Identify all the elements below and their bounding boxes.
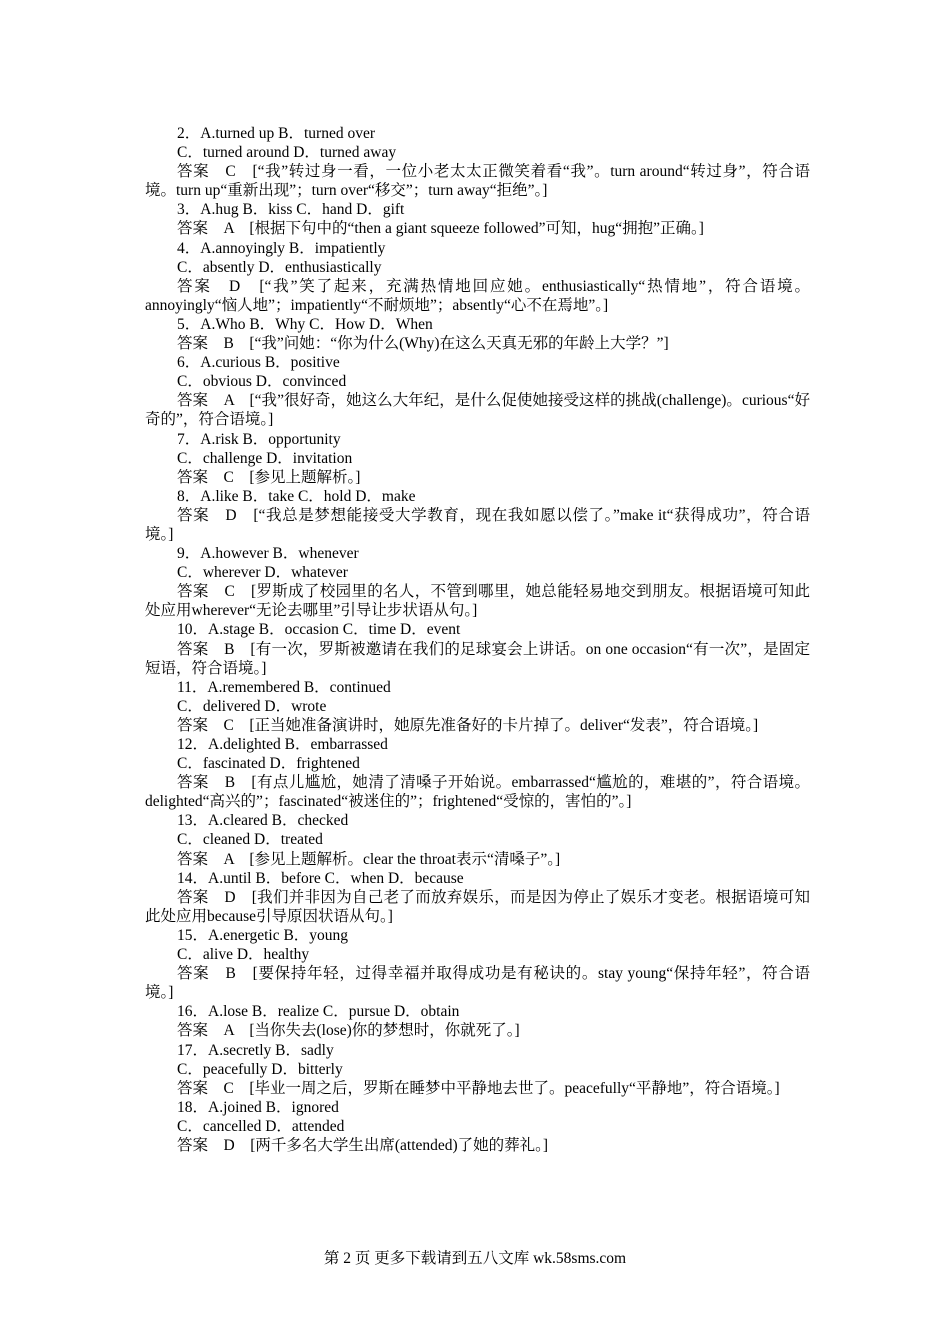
question-item (145, 487, 810, 544)
question-item (145, 735, 810, 811)
question-item (145, 315, 810, 353)
question-options-line: 8．A.like B．take C．hold D．make (177, 487, 416, 505)
question-options-line: 15．A.energetic B．young (177, 926, 349, 944)
question-item (145, 200, 810, 238)
question-options-continuation: C．obvious D．convinced (177, 373, 347, 391)
question-options-line: 13．A.cleared B．checked (177, 812, 349, 830)
answer-explanation: 答案 C [罗斯成了校园里的名人，不管到哪里，她总能轻易地交到朋友。根据语境可知此处应用wherever“无论去哪里”引导让步状语从句。] (145, 583, 810, 620)
question-options-line: 11．A.remembered B．continued (177, 678, 391, 696)
answer-explanation: 答案 B [“我”问她：“你为什么(Why)在这么天真无邪的年龄上大学？”] (177, 335, 669, 353)
answer-explanation: 答案 A [参见上题解析。clear the throat表示“清嗓子”。] (177, 850, 561, 868)
question-options-line: 5．A.Who B．Why C．How D．When (177, 315, 433, 333)
question-options-line: 10．A.stage B．occasion C．time D．event (177, 621, 461, 639)
question-options-line: 17．A.secretly B．sadly (177, 1041, 334, 1059)
question-options-line: 3．A.hug B．kiss C．hand D．gift (177, 201, 405, 219)
answer-explanation: 答案 C [“我”转过身一看，一位小老太太正微笑着看“我”。turn around“转过身”，符合语境。turn up“重新出现”；turn over“移交”；turn away“拒绝”。] (145, 163, 810, 200)
question-item (145, 1098, 810, 1155)
question-options-line: 6．A.curious B．positive (177, 354, 340, 372)
question-options-line: 4．A.annoyingly B．impatiently (177, 239, 386, 257)
question-item (145, 239, 810, 315)
question-options-continuation: C．fascinated D．frightened (177, 755, 360, 773)
document-body (145, 124, 810, 1155)
answer-explanation: 答案 D [“我”笑了起来，充满热情地回应她。enthusiastically“热情地”，符合语境。annoyingly“恼人地”；impatiently“不耐烦地”；absently“心不在焉地”。] (145, 277, 810, 314)
question-options-line: 14．A.until B．before C．when D．because (177, 869, 464, 887)
question-options-line: 2．A.turned up B．turned over (177, 125, 376, 142)
question-options-continuation: C．challenge D．invitation (177, 449, 353, 467)
question-item (145, 124, 810, 200)
question-options-continuation: C．alive D．healthy (177, 946, 310, 964)
question-item (145, 1002, 810, 1040)
question-options-continuation: C．cleaned D．treated (177, 831, 323, 849)
answer-explanation: 答案 B [有点儿尴尬，她清了清嗓子开始说。embarrassed“尴尬的，难堪的”，符合语境。delighted“高兴的”；fascinated“被迷住的”；frightened“受惊的，害怕的”。] (145, 774, 810, 811)
question-item (145, 926, 810, 1002)
question-options-line: 12．A.delighted B．embarrassed (177, 736, 388, 753)
question-options-continuation: C．wherever D．whatever (177, 564, 348, 582)
question-options-line: 7．A.risk B．opportunity (177, 430, 341, 448)
question-item (145, 811, 810, 868)
question-options-continuation: C．cancelled D．attended (177, 1117, 345, 1135)
question-options-continuation: C．delivered D．wrote (177, 697, 327, 715)
answer-explanation: 答案 A [“我”很好奇，她这么大年纪，是什么促使她接受这样的挑战(challenge)。curious“好奇的”，符合语境。] (145, 392, 810, 429)
question-item (145, 620, 810, 677)
question-item (145, 678, 810, 735)
question-options-continuation: C．absently D．enthusiastically (177, 258, 382, 276)
question-options-line: 16．A.lose B．realize C．pursue D．obtain (177, 1003, 460, 1021)
answer-explanation: 答案 D [“我总是梦想能接受大学教育，现在我如愿以偿了。”make it“获得成功”，符合语境。] (145, 506, 810, 543)
page-footer: 第 2 页 更多下载请到五八文库 wk.58sms.com (323, 1250, 627, 1267)
question-options-continuation: C．turned around D．turned away (177, 144, 397, 162)
answer-explanation: 答案 A [根据下句中的“then a giant squeeze followed”可知，hug“拥抱”正确。] (177, 220, 704, 238)
question-item (145, 430, 810, 487)
question-options-continuation: C．peacefully D．bitterly (177, 1060, 343, 1078)
answer-explanation: 答案 C [参见上题解析。] (177, 468, 361, 486)
answer-explanation: 答案 A [当你失去(lose)你的梦想时，你就死了。] (177, 1022, 520, 1040)
question-options-line: 9．A.however B．whenever (177, 545, 359, 563)
answer-explanation: 答案 D [两千多名大学生出席(attended)了她的葬礼。] (177, 1136, 549, 1154)
question-item (145, 353, 810, 429)
answer-explanation: 答案 C [正当她准备演讲时，她原先准备好的卡片掉了。deliver“发表”，符合语境。] (177, 716, 759, 734)
answer-explanation: 答案 B [有一次，罗斯被邀请在我们的足球宴会上讲话。on one occasion“有一次”，是固定短语，符合语境。] (145, 640, 810, 677)
question-item (145, 544, 810, 620)
answer-explanation: 答案 D [我们并非因为自己老了而放弃娱乐，而是因为停止了娱乐才变老。根据语境可知此处应用because引导原因状语从句。] (145, 888, 810, 925)
answer-explanation: 答案 B [要保持年轻，过得幸福并取得成功是有秘诀的。stay young“保持年轻”，符合语境。] (145, 965, 810, 1002)
answer-explanation: 答案 C [毕业一周之后，罗斯在睡梦中平静地去世了。peacefully“平静地”，符合语境。] (177, 1079, 780, 1097)
question-options-line: 18．A.joined B．ignored (177, 1098, 339, 1116)
question-item (145, 869, 810, 926)
question-item (145, 1041, 810, 1098)
